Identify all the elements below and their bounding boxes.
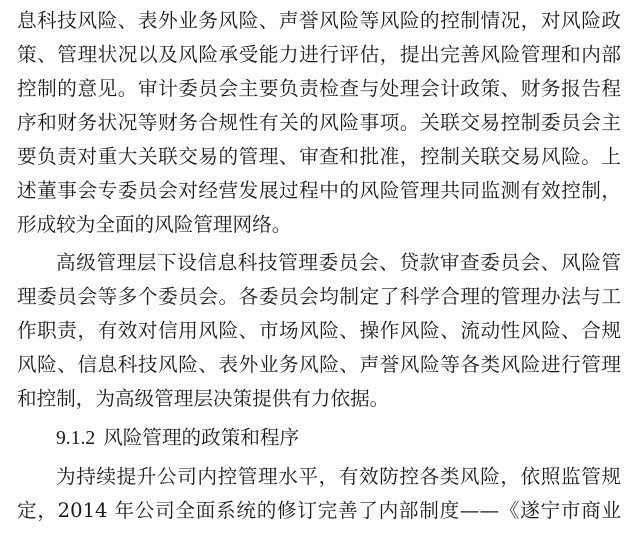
paragraph-3-line-2: 定，2014 年公司全面系统的修订完善了内部制度——《遂宁市商业 [17, 499, 621, 522]
paragraph-3-line-1: 为持续提升公司内控管理水平，有效防控各类风险，依照监管规 [56, 465, 621, 488]
paragraph-1-line-4: 序和财务状况等财务合规性有关的风险事项。关联交易控制委员会主 [17, 111, 621, 134]
paragraph-2-line-3: 作职责，有效对信用风险、市场风险、操作风险、流动性风险、合规 [17, 319, 621, 342]
paragraph-2-line-4: 风险、信息科技风险、表外业务风险、声誉风险等各类风险进行管理 [17, 353, 621, 376]
paragraph-2-line-5: 和控制，为高级管理层决策提供有力依据。 [17, 387, 390, 410]
section-number: 9.1.2 [56, 428, 96, 449]
paragraph-1-line-3: 控制的意见。审计委员会主要负责检查与处理会计政策、财务报告程 [17, 77, 621, 100]
paragraph-2-line-1: 高级管理层下设信息科技管理委员会、贷款审查委员会、风险管 [56, 251, 621, 274]
section-heading [56, 421, 299, 455]
paragraph-2-line-2: 理委员会等多个委员会。各委员会均制定了科学合理的管理办法与工 [17, 285, 621, 308]
paragraph-1-line-1: 息科技风险、表外业务风险、声誉风险等风险的控制情况，对风险政 [17, 9, 621, 32]
paragraph-1-line-6: 述董事会专委员会对经营发展过程中的风险管理共同监测有效控制， [17, 179, 621, 202]
paragraph-1-line-2: 策、管理状况以及风险承受能力进行评估，提出完善风险管理和内部 [17, 43, 621, 66]
section-title: 风险管理的政策和程序 [103, 426, 300, 449]
paragraph-1-line-5: 要负责对重大关联交易的管理、审查和批准，控制关联交易风险。上 [17, 145, 621, 168]
paragraph-1-line-7: 形成较为全面的风险管理网络。 [17, 213, 292, 236]
